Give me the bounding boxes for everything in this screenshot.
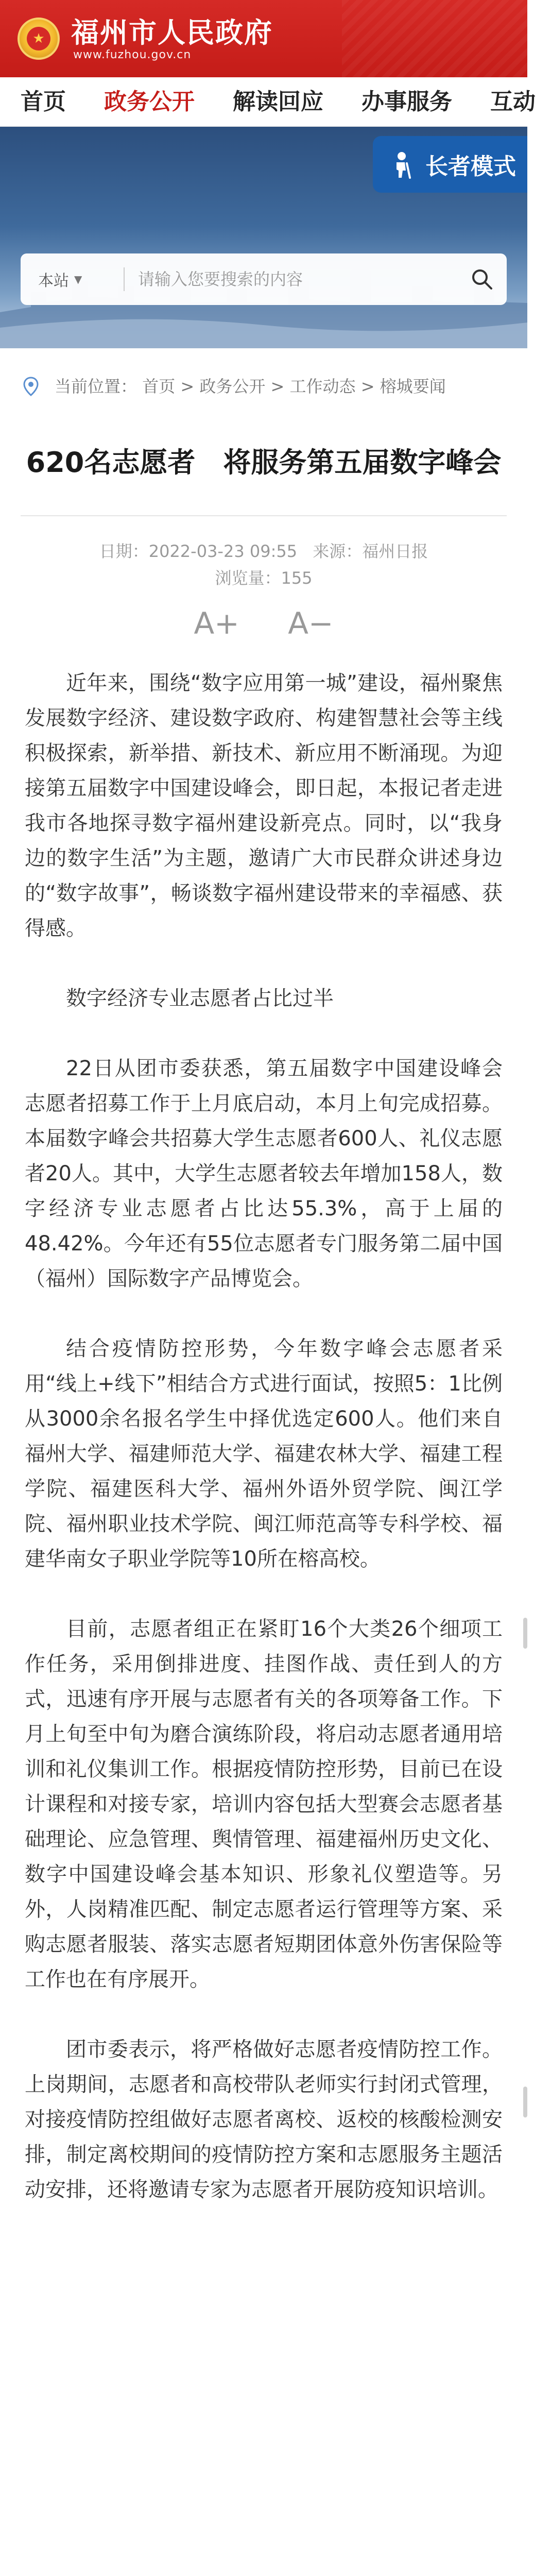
- breadcrumb-separator: >: [180, 377, 200, 396]
- site-brand[interactable]: [71, 16, 273, 61]
- nav-item-interaction[interactable]: 互动: [490, 88, 536, 115]
- site-header: [0, 0, 527, 77]
- article-subheading: 数字经济专业志愿者占比过半: [66, 987, 334, 1010]
- nav-item-home[interactable]: 首页: [21, 88, 66, 115]
- hero-banner: [0, 127, 527, 348]
- site-title: 福州市人民政府: [71, 15, 273, 49]
- font-decrease-button[interactable]: A−: [288, 606, 334, 641]
- font-size-controls: [0, 606, 527, 641]
- title-divider: [21, 515, 507, 516]
- breadcrumb: [0, 348, 527, 401]
- article-paragraph: 22日从团市委获悉，第五届数字中国建设峰会志愿者招募工作于上月底启动，本月上旬完成招募。本届数字峰会共招募大学生志愿者600人、礼仪志愿者20人。其中，大学生志愿者较去年增加158人，数字经济专业志愿者占比达55.3%，高于上届的48.42%。今年还有55位志愿者专门服务第二届中国（福州）国际数字产品博览会。: [25, 1057, 503, 1291]
- breadcrumb-item-city-news[interactable]: 榕城要闻: [380, 377, 446, 396]
- search-input[interactable]: [125, 269, 457, 289]
- breadcrumb-prefix: 当前位置：: [55, 377, 137, 396]
- article-paragraph: 结合疫情防控形势，今年数字峰会志愿者采用“线上+线下”相结合方式进行面试，按照5：1比例从3000余名报名学生中择优选定600人。他们来自福州大学、福建师范大学、福建农林大学、福建工程学院、福建医科大学、福州外语外贸学院、闽江学院、福州职业技术学院、闽江师范高等专科学校、福建华南女子职业学院等10所在榕高校。: [25, 1337, 503, 1571]
- article-title: 620名志愿者 将服务第五届数字峰会: [26, 446, 502, 479]
- article-date: 日期：2022-03-23 09:55: [99, 541, 298, 561]
- article-source: 来源：福州日报: [313, 541, 428, 561]
- search-scope-select[interactable]: [21, 268, 124, 291]
- elder-mode-label: 长者模式: [425, 154, 516, 180]
- header-pattern: [342, 0, 527, 77]
- location-pin-icon: [21, 376, 41, 397]
- article-body: [0, 641, 527, 2207]
- search-bar: [21, 253, 507, 305]
- elder-person-icon: [387, 150, 416, 179]
- breadcrumb-item-home[interactable]: 首页: [142, 377, 176, 396]
- breadcrumb-item-work-news[interactable]: 工作动态: [289, 377, 356, 396]
- caret-down-icon: ▼: [74, 273, 82, 285]
- scrollbar-thumb[interactable]: [523, 2087, 527, 2117]
- breadcrumb-item-gov-affairs[interactable]: 政务公开: [199, 377, 266, 396]
- search-icon: [470, 267, 494, 292]
- search-scope-label: 本站: [38, 272, 69, 290]
- main-nav: [0, 77, 536, 127]
- article-views: 浏览量：155: [215, 568, 313, 588]
- scrollbar-thumb[interactable]: [523, 1618, 527, 1649]
- elder-mode-button[interactable]: [373, 136, 527, 193]
- search-button[interactable]: [457, 253, 507, 305]
- article-paragraph: 目前，志愿者组正在紧盯16个大类26个细项工作任务，采用倒排进度、挂图作战、责任到人的方式，迅速有序开展与志愿者有关的各项筹备工作。下月上旬至中旬为磨合演练阶段，将启动志愿者通用培训和礼仪集训工作。根据疫情防控形势，目前已在设计课程和对接专家，培训内容包括大型赛会志愿者基础理论、应急管理、舆情管理、福建福州历史文化、数字中国建设峰会基本知识、形象礼仪塑造等。另外，人岗精准匹配、制定志愿者运行管理等方案、采购志愿者服装、落实志愿者短期团体意外伤害保险等工作也在有序展开。: [25, 1617, 503, 1991]
- article-paragraph: 团市委表示，将严格做好志愿者疫情防控工作。上岗期间，志愿者和高校带队老师实行封闭式管理，对接疫情防控组做好志愿者离校、返校的核酸检测安排，制定离校期间的疫情防控方案和志愿服务主题活动安排，还将邀请专家为志愿者开展防疫知识培训。: [25, 2038, 503, 2201]
- article-paragraph: 近年来，围绕“数字应用第一城”建设，福州聚焦发展数字经济、建设数字政府、构建智慧社会等主线积极探索，新举措、新技术、新应用不断涌现。为迎接第五届数字中国建设峰会，即日起，本报记者走进我市各地探寻数字福州建设新亮点。同时，以“我身边的数字生活”为主题，邀请广大市民群众讲述身边的“数字故事”，畅谈数字福州建设带来的幸福感、获得感。: [25, 671, 503, 940]
- nav-item-services[interactable]: 办事服务: [361, 88, 452, 115]
- nav-item-gov-affairs[interactable]: 政务公开: [104, 88, 195, 115]
- nav-item-interpretation[interactable]: 解读回应: [233, 88, 323, 115]
- font-increase-button[interactable]: A+: [194, 606, 239, 641]
- breadcrumb-separator: >: [360, 377, 380, 396]
- breadcrumb-separator: >: [270, 377, 290, 396]
- site-url: www.fuzhou.gov.cn: [73, 48, 192, 61]
- national-emblem-icon: ★: [18, 18, 60, 60]
- article-meta: [0, 538, 527, 591]
